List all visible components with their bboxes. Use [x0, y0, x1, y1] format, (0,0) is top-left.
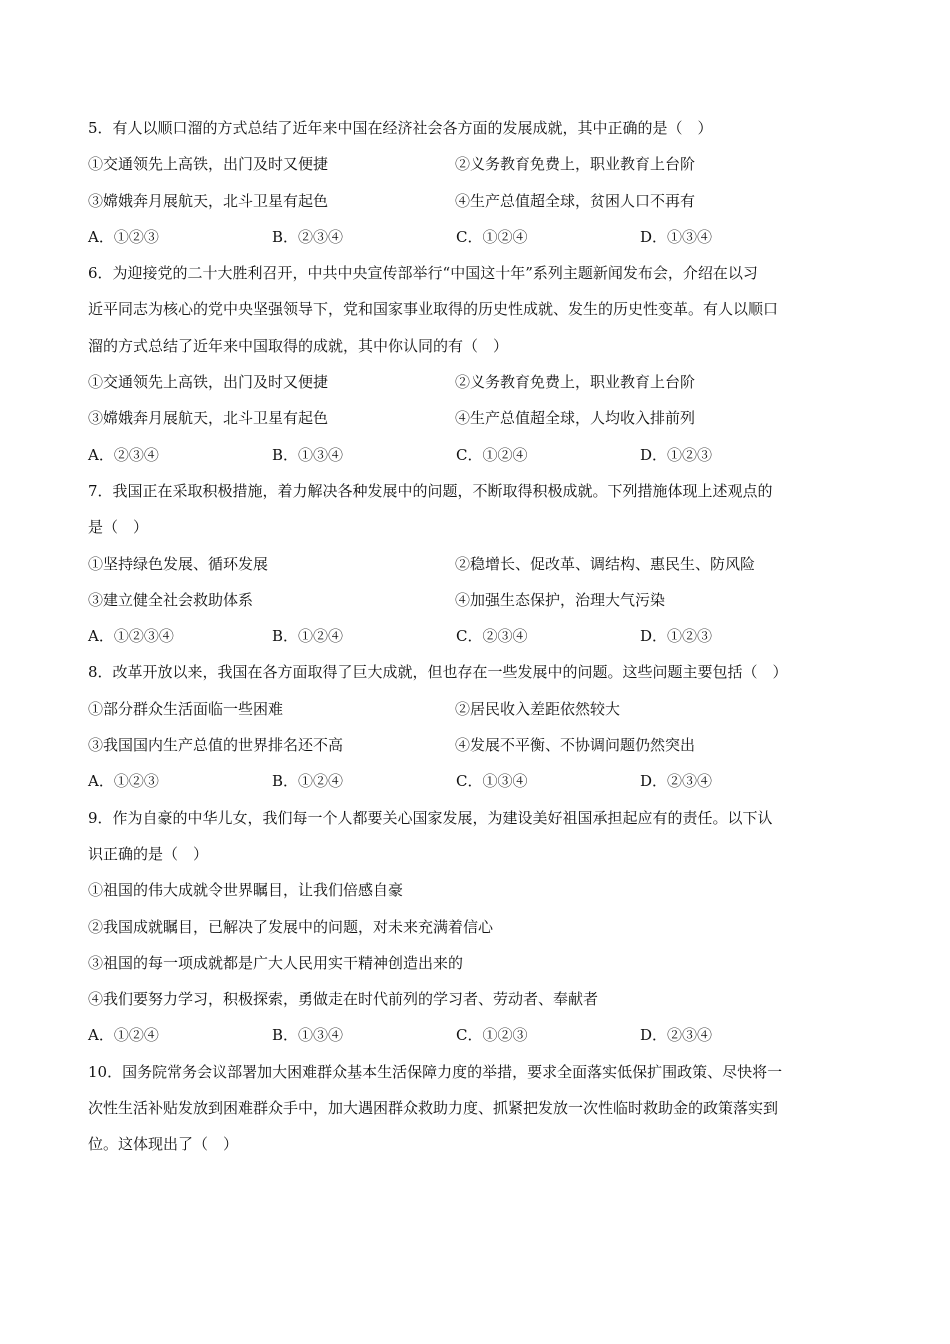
question-list: [88, 110, 864, 1163]
answer-option: D．②③④: [640, 772, 713, 791]
answer-option: D．①②③: [640, 627, 713, 646]
statement: ③我国国内生产总值的世界排名还不高: [88, 736, 344, 755]
answer-option: A．①②③: [88, 772, 159, 791]
answer-option: B．①②④: [272, 627, 344, 646]
statement: ②稳增长、促改革、调结构、惠民生、防风险: [455, 554, 756, 573]
answer-option: B．②③④: [272, 227, 344, 246]
statement-row: [88, 582, 864, 618]
answer-option: C．②③④: [456, 627, 528, 646]
question-stem-line: 位。这体现出了（ ）: [88, 1135, 239, 1154]
statement: ②义务教育免费上，职业教育上台阶: [455, 155, 696, 174]
question-block: [88, 473, 864, 654]
answer-options-row: [88, 763, 864, 799]
answer-option: C．①②④: [456, 445, 528, 464]
answer-option: B．①③④: [272, 445, 344, 464]
statement: ④生产总值超全球，人均收入排前列: [455, 409, 696, 428]
answer-option: D．①②③: [640, 445, 713, 464]
statement: ②义务教育免费上，职业教育上台阶: [455, 373, 696, 392]
question-block: [88, 1054, 864, 1163]
statement: ②居民收入差距依然较大: [455, 699, 621, 718]
question-stem-line: 次性生活补贴发放到困难群众手中，加大遇困群众救助力度、抓紧把发放一次性临时救助金的政策落实到: [88, 1099, 779, 1118]
statement-row: [88, 364, 864, 400]
statement: ①祖国的伟大成就令世界瞩目，让我们倍感自豪: [88, 881, 404, 900]
answer-option: D．①③④: [640, 227, 713, 246]
statement: ①交通领先上高铁，出门及时又便捷: [88, 373, 329, 392]
question-block: [88, 800, 864, 1054]
answer-option: C．①②③: [456, 1026, 528, 1045]
statement: ③嫦娥奔月展航天，北斗卫星有起色: [88, 409, 329, 428]
question-stem-line: 溜的方式总结了近年来中国取得的成就，其中你认同的有（ ）: [88, 336, 509, 355]
question-stem-line: 6．为迎接党的二十大胜利召开，中共中央宣传部举行“中国这十年”系列主题新闻发布会，介绍在以习: [88, 264, 758, 283]
answer-option: C．①②④: [456, 227, 528, 246]
question-block: [88, 110, 864, 255]
answer-option: A．①②③: [88, 227, 159, 246]
statement: ④发展不平衡、不协调问题仍然突出: [455, 736, 696, 755]
question-stem-line: 是（ ）: [88, 518, 149, 537]
answer-option: A．②③④: [88, 445, 159, 464]
statement-row: [88, 691, 864, 727]
statement: ①交通领先上高铁，出门及时又便捷: [88, 155, 329, 174]
question-block: [88, 255, 864, 473]
statement: ③嫦娥奔月展航天，北斗卫星有起色: [88, 191, 329, 210]
answer-option: A．①②④: [88, 1026, 159, 1045]
question-block: [88, 654, 864, 799]
statement: ③祖国的每一项成就都是广大人民用实干精神创造出来的: [88, 953, 464, 972]
statement-row: [88, 183, 864, 219]
question-stem-line: 10．国务院常务会议部署加大困难群众基本生活保障力度的举措，要求全面落实低保扩围政策、尽快将一: [88, 1062, 783, 1081]
answer-option: B．①②④: [272, 772, 344, 791]
answer-options-row: [88, 219, 864, 255]
answer-option: A．①②③④: [88, 627, 174, 646]
statement: ④生产总值超全球，贫困人口不再有: [455, 191, 696, 210]
statement: ②我国成就瞩目，已解决了发展中的问题，对未来充满着信心: [88, 917, 494, 936]
answer-option: D．②③④: [640, 1026, 713, 1045]
question-stem-line: 8．改革开放以来，我国在各方面取得了巨大成就，但也存在一些发展中的问题。这些问题主要包括（ ）: [88, 663, 788, 682]
statement: ④加强生态保护，治理大气污染: [455, 590, 666, 609]
statement: ③建立健全社会救助体系: [88, 590, 254, 609]
statement-row: [88, 146, 864, 182]
question-stem-line: 5．有人以顺口溜的方式总结了近年来中国在经济社会各方面的发展成就，其中正确的是（ ）: [88, 119, 713, 137]
question-stem-line: 识正确的是（ ）: [88, 844, 209, 863]
question-stem-line: 7．我国正在采取积极措施，着力解决各种发展中的问题，不断取得积极成就。下列措施体现上述观点的: [88, 481, 773, 500]
statement: ①坚持绿色发展、循环发展: [88, 554, 269, 573]
answer-option: B．①③④: [272, 1026, 344, 1045]
statement: ④我们要努力学习，积极探索，勇做走在时代前列的学习者、劳动者、奉献者: [88, 990, 599, 1009]
statement-row: [88, 400, 864, 436]
question-stem-line: 9．作为自豪的中华儿女，我们每一个人都要关心国家发展，为建设美好祖国承担起应有的责任。以下认: [88, 808, 773, 827]
statement: ①部分群众生活面临一些困难: [88, 699, 284, 718]
question-stem-line: 近平同志为核心的党中央坚强领导下，党和国家事业取得的历史性成就、发生的历史性变革。有人以顺口: [88, 300, 779, 319]
answer-options-row: [88, 618, 864, 654]
answer-options-row: [88, 437, 864, 473]
answer-options-row: [88, 1017, 864, 1053]
answer-option: C．①③④: [456, 772, 528, 791]
statement-row: [88, 546, 864, 582]
statement-row: [88, 727, 864, 763]
